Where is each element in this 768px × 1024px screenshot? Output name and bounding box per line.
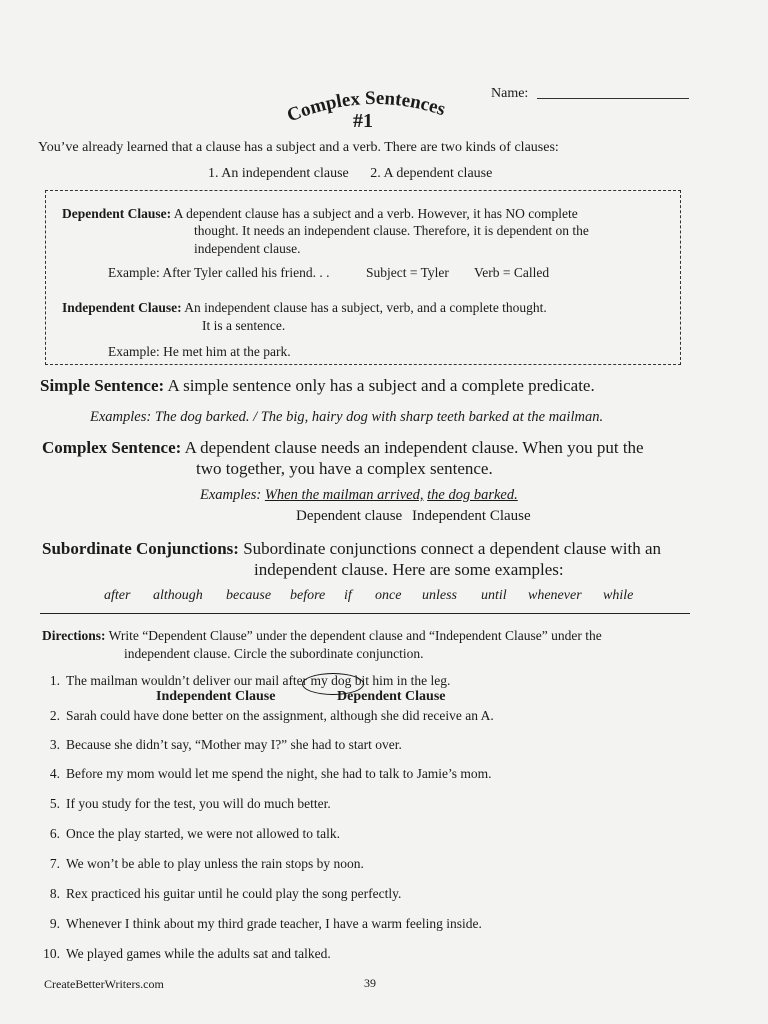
question-text: Because she didn’t say, “Mother may I?” she had to start over. <box>66 737 402 752</box>
question-item <box>40 737 402 753</box>
question-item <box>40 766 492 782</box>
clause-kind-2: 2. A dependent clause <box>370 166 493 181</box>
question-item <box>40 826 340 842</box>
simple-examples: Examples: The dog barked. / The big, hairy dog with sharp teeth barked at the mailman. <box>90 409 604 425</box>
question-number: 7. <box>49 856 60 871</box>
question-text: Before my mom would let me spend the night, she had to talk to Jamie’s mom. <box>66 766 492 781</box>
directions <box>42 628 602 644</box>
subordinate-line1: Subordinate conjunctions connect a dependent clause with an <box>243 539 662 558</box>
intro-text: You’ve already learned that a clause has a subject and a verb. There are two kinds of clauses: <box>38 140 559 155</box>
svg-text:Complex Sentences: Complex Sentences <box>284 87 448 127</box>
conjunction-word: if <box>344 588 352 603</box>
question-number: 6. <box>49 826 60 841</box>
simple-sentence-label: Simple Sentence: <box>40 376 165 395</box>
independent-clause-label: Independent Clause: <box>62 300 182 315</box>
independent-example: Example: He met him at the park. <box>108 344 291 359</box>
question-text: We played games while the adults sat and talked. <box>66 946 331 961</box>
complex-example <box>200 487 518 504</box>
answer-dependent: Dependent Clause <box>337 689 446 704</box>
independent-line1: An independent clause has a subject, verb, and a complete thought. <box>184 300 547 315</box>
question-number: 9. <box>49 916 60 931</box>
subordinate-conjunctions <box>42 539 661 559</box>
complex-examples-label: Examples: <box>200 487 262 503</box>
simple-sentence-text: A simple sentence only has a subject and a complete predicate. <box>167 376 595 395</box>
complex-sentence <box>42 438 644 458</box>
name-label: Name: <box>491 86 529 101</box>
question-text: We won’t be able to play unless the rain stops by noon. <box>66 856 364 871</box>
dependent-line3: independent clause. <box>194 241 301 256</box>
section-divider <box>40 613 690 614</box>
question-item <box>40 856 364 872</box>
directions-line2: independent clause. Circle the subordinate conjunction. <box>124 646 424 661</box>
dependent-example: Example: After Tyler called his friend. . . <box>108 265 330 280</box>
complex-sentence-label: Complex Sentence: <box>42 438 182 457</box>
conjunction-word: once <box>375 588 402 603</box>
question-number: 8. <box>49 886 60 901</box>
question-number: 1. <box>49 673 60 688</box>
dependent-verb: Verb = Called <box>474 265 550 280</box>
directions-label: Directions: <box>42 628 106 643</box>
question-text: Sarah could have done better on the assignment, although she did receive an A. <box>66 708 494 723</box>
conjunction-word: before <box>290 588 326 603</box>
footer-site: CreateBetterWriters.com <box>44 977 164 991</box>
complex-line2: two together, you have a complex sentence. <box>196 459 493 478</box>
page-number: 39 <box>364 976 376 990</box>
dependent-definition <box>62 206 578 222</box>
question-item <box>40 673 450 689</box>
answer-independent: Independent Clause <box>156 689 276 704</box>
question-item <box>40 796 331 812</box>
complex-example-dependent: When the mailman arrived, <box>264 487 424 503</box>
question-number: 3. <box>49 737 60 752</box>
question-text: Once the play started, we were not allowed to talk. <box>66 826 341 841</box>
question-text: If you study for the test, you will do much better. <box>66 796 331 811</box>
clause-kind-1: 1. An independent clause <box>208 166 349 181</box>
independent-definition <box>62 300 547 316</box>
complex-line1: A dependent clause needs an independent clause. When you put the <box>184 438 644 457</box>
subordinate-line2: independent clause. Here are some examples: <box>254 560 564 579</box>
question-number: 4. <box>49 766 60 781</box>
conjunction-word: while <box>603 588 634 603</box>
conjunction-word: whenever <box>528 588 582 603</box>
independent-line2: It is a sentence. <box>202 318 286 333</box>
conjunction-word: until <box>481 588 507 603</box>
clause-kinds <box>208 166 510 182</box>
complex-example-independent: the dog barked. <box>427 487 518 503</box>
dependent-line1: A dependent clause has a subject and a verb. However, it has NO complete <box>173 206 578 221</box>
caption-independent: Independent Clause <box>411 508 531 524</box>
conjunction-word: although <box>153 588 203 603</box>
caption-dependent: Dependent clause <box>296 508 403 524</box>
complex-captions <box>296 508 531 525</box>
dependent-clause-label: Dependent Clause: <box>62 206 172 221</box>
conjunction-word: unless <box>422 588 457 603</box>
question-text: The mailman wouldn’t deliver our mail after my dog bit him in the leg. <box>66 673 451 688</box>
name-blank-line[interactable] <box>537 98 689 99</box>
title-number: #1 <box>353 110 373 132</box>
question-text: Rex practiced his guitar until he could play the song perfectly. <box>66 886 402 901</box>
question-number: 2. <box>49 708 60 723</box>
conjunction-word: after <box>104 588 131 603</box>
question-number: 10. <box>43 946 60 961</box>
question-item <box>40 708 494 724</box>
subordinate-label: Subordinate Conjunctions: <box>42 539 239 558</box>
question-item <box>40 916 482 932</box>
directions-line1: Write “Dependent Clause” under the dependent clause and “Independent Clause” under the <box>108 628 602 643</box>
dependent-line2: thought. It needs an independent clause. Therefore, it is dependent on the <box>194 223 589 238</box>
question-number: 5. <box>49 796 60 811</box>
question-text: Whenever I think about my third grade teacher, I have a warm feeling inside. <box>66 916 482 931</box>
conjunction-word: because <box>226 588 272 603</box>
dependent-subject: Subject = Tyler <box>366 265 449 280</box>
question-item <box>40 886 401 902</box>
question-item <box>40 946 331 962</box>
simple-sentence <box>40 376 595 396</box>
